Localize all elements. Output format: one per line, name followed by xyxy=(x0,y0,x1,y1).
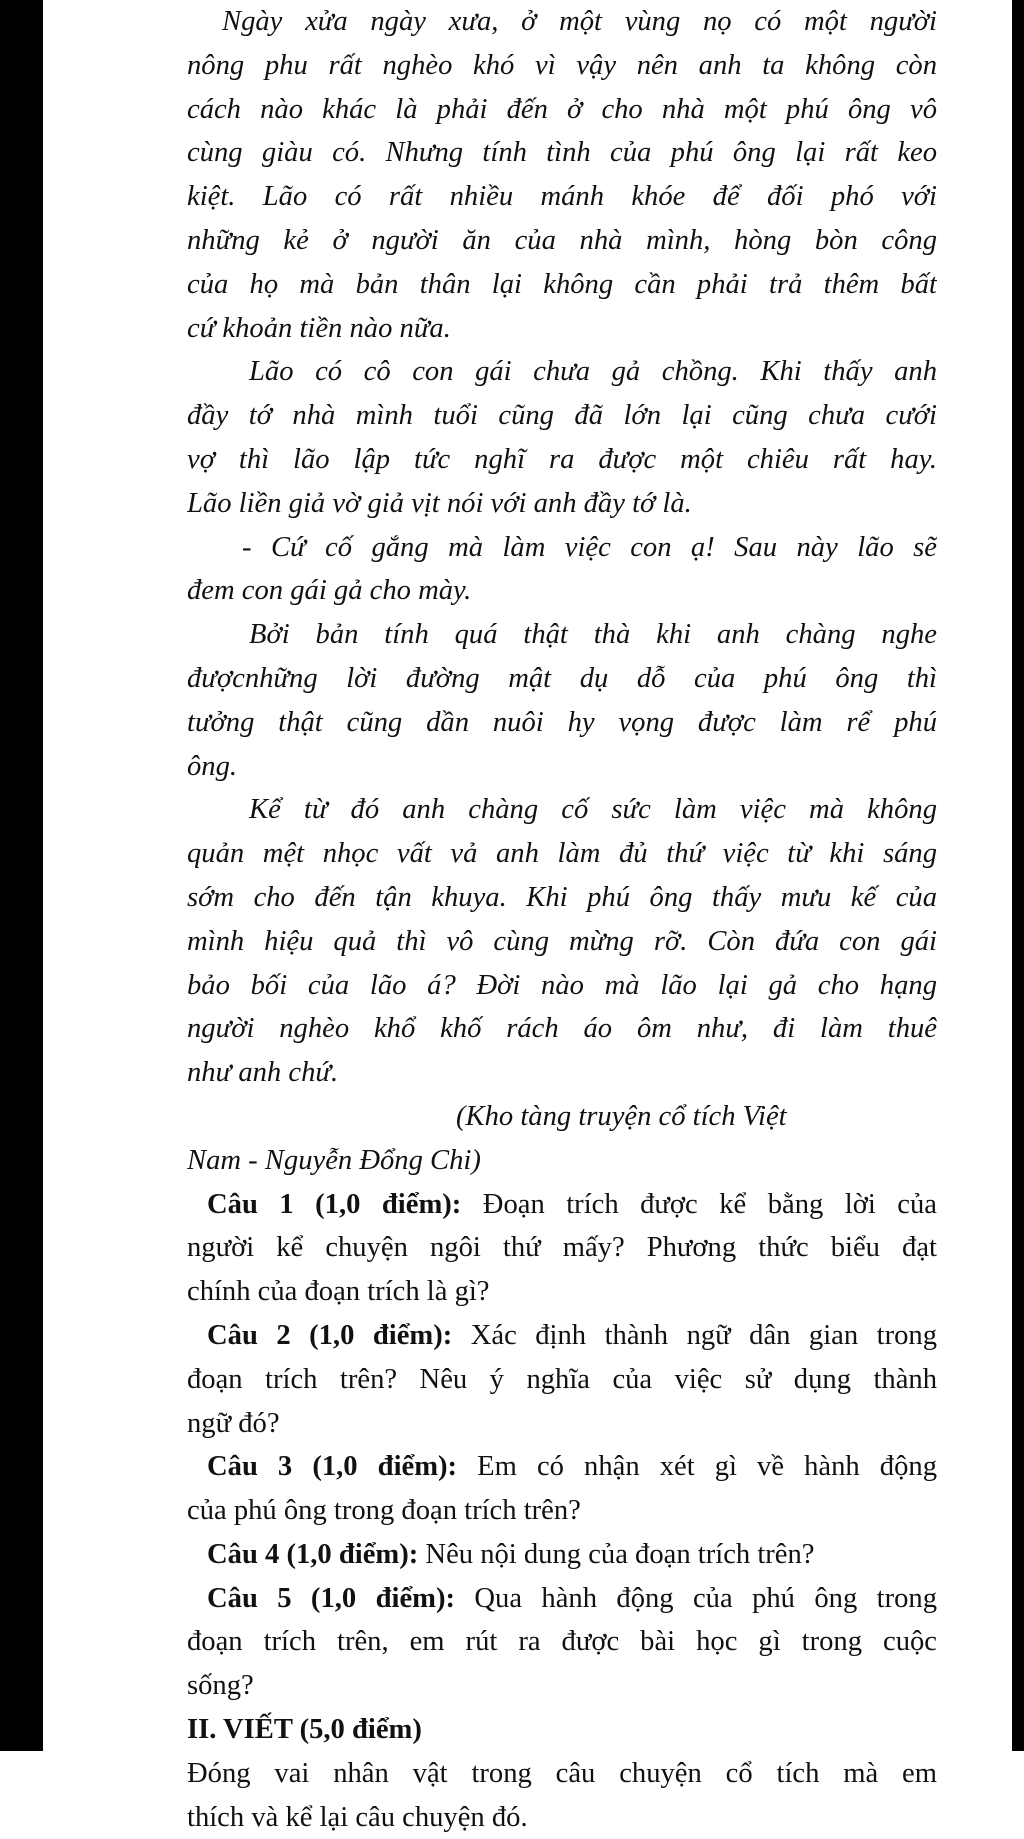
text-line: Kể từ đó anh chàng cố sức làm việc mà không xyxy=(249,794,937,826)
question-label: Câu 5 (1,0 điểm): xyxy=(207,1582,455,1614)
text-line: - Cứ cố gắng mà làm việc con ạ! Sau này lão sẽ xyxy=(242,531,937,563)
question-text: Em có nhận xét gì về hành động xyxy=(457,1451,937,1483)
writing-section xyxy=(187,1708,937,1839)
question-text: Đoạn trích được kể bằng lời của xyxy=(461,1188,937,1220)
question-label: Câu 4 (1,0 điểm): xyxy=(207,1538,419,1570)
text-line: cùng giàu có. Nhưng tính tình của phú ông lại rất keo xyxy=(187,137,937,169)
text-line: Lão có cô con gái chưa gả chồng. Khi thấy anh xyxy=(249,356,937,388)
text-line: Ngày xửa ngày xưa, ở một vùng nọ có một người xyxy=(222,6,937,37)
text-line: ông. xyxy=(187,750,238,782)
text-line: mình hiệu quả thì vô cùng mừng rỡ. Còn đứa con gái xyxy=(187,925,937,957)
text-line: cứ khoản tiền nào nữa. xyxy=(187,312,451,344)
text-line: của họ mà bản thân lại không cần phải trả thêm bất xyxy=(187,268,937,300)
story-paragraph-4 xyxy=(187,788,937,1095)
text-line: đầy tớ nhà mình tuổi cũng đã lớn lại cũng chưa cưới xyxy=(187,400,937,432)
source-citation xyxy=(187,1095,937,1183)
text-line: quản mệt nhọc vất vả anh làm đủ thứ việc từ khi sáng xyxy=(187,838,937,870)
question-text-line: của phú ông trong đoạn trích trên? xyxy=(187,1495,581,1527)
document-page xyxy=(187,0,937,1839)
question-3 xyxy=(187,1445,937,1533)
text-line: cách nào khác là phải đến ở cho nhà một phú ông vô xyxy=(187,93,937,125)
question-text-line: chính của đoạn trích là gì? xyxy=(187,1276,490,1308)
story-paragraph-3 xyxy=(187,613,937,788)
text-line: người nghèo khổ khố rách áo ôm như, đi làm thuê xyxy=(187,1013,937,1045)
story-paragraph-2 xyxy=(187,350,937,525)
left-dark-edge xyxy=(0,0,43,1751)
text-line: kiệt. Lão có rất nhiều mánh khóe để đối phó với xyxy=(187,181,937,213)
text-line: bảo bối của lão á? Đời nào mà lão lại gả cho hạng xyxy=(187,969,937,1001)
text-line: sớm cho đến tận khuya. Khi phú ông thấy mưu kế của xyxy=(187,881,937,913)
text-line: Bởi bản tính quá thật thà khi anh chàng nghe xyxy=(249,619,937,651)
section-text-line: thích và kể lại câu chuyện đó. xyxy=(187,1801,528,1833)
question-text: Xác định thành ngữ dân gian trong xyxy=(452,1319,937,1351)
citation-line: Nam - Nguyễn Đổng Chi) xyxy=(187,1144,481,1176)
text-line: đượcnhững lời đường mật dụ dỗ của phú ông thì xyxy=(187,662,937,694)
question-text-line: người kể chuyện ngôi thứ mấy? Phương thức biểu đạt xyxy=(187,1232,937,1264)
story-paragraph-1 xyxy=(187,0,937,350)
question-text-line: đoạn trích trên? Nêu ý nghĩa của việc sử dụng thành xyxy=(187,1363,937,1395)
question-label: Câu 2 (1,0 điểm): xyxy=(207,1319,453,1351)
text-line: vợ thì lão lập tức nghĩ ra được một chiêu rất hay. xyxy=(187,443,937,475)
text-line: tưởng thật cũng dần nuôi hy vọng được làm rể phú xyxy=(187,706,937,738)
question-text-line: sống? xyxy=(187,1670,254,1702)
story-dialogue xyxy=(187,526,937,614)
question-text-line: đoạn trích trên, em rút ra được bài học gì trong cuộc xyxy=(187,1626,937,1658)
question-label: Câu 1 (1,0 điểm): xyxy=(207,1188,462,1220)
question-4 xyxy=(187,1533,937,1577)
citation-line: (Kho tàng truyện cổ tích Việt xyxy=(456,1100,787,1132)
question-text-line: ngữ đó? xyxy=(187,1407,280,1439)
question-5 xyxy=(187,1577,937,1708)
question-1 xyxy=(187,1183,937,1314)
right-dark-edge xyxy=(1012,0,1024,1751)
text-line: đem con gái gả cho mày. xyxy=(187,575,472,607)
text-line: những kẻ ở người ăn của nhà mình, hòng bòn công xyxy=(187,224,937,256)
text-line: nông phu rất nghèo khó vì vậy nên anh ta không còn xyxy=(187,49,937,81)
section-heading: II. VIẾT (5,0 điểm) xyxy=(187,1714,422,1746)
text-line: Lão liền giả vờ giả vịt nói với anh đầy tớ là. xyxy=(187,487,692,519)
section-text-line: Đóng vai nhân vật trong câu chuyện cổ tích mà em xyxy=(187,1757,937,1789)
text-line: như anh chứ. xyxy=(187,1057,339,1089)
question-text: Nêu nội dung của đoạn trích trên? xyxy=(418,1538,815,1570)
question-label: Câu 3 (1,0 điểm): xyxy=(207,1451,458,1483)
question-text: Qua hành động của phú ông trong xyxy=(455,1582,937,1614)
question-2 xyxy=(187,1314,937,1445)
